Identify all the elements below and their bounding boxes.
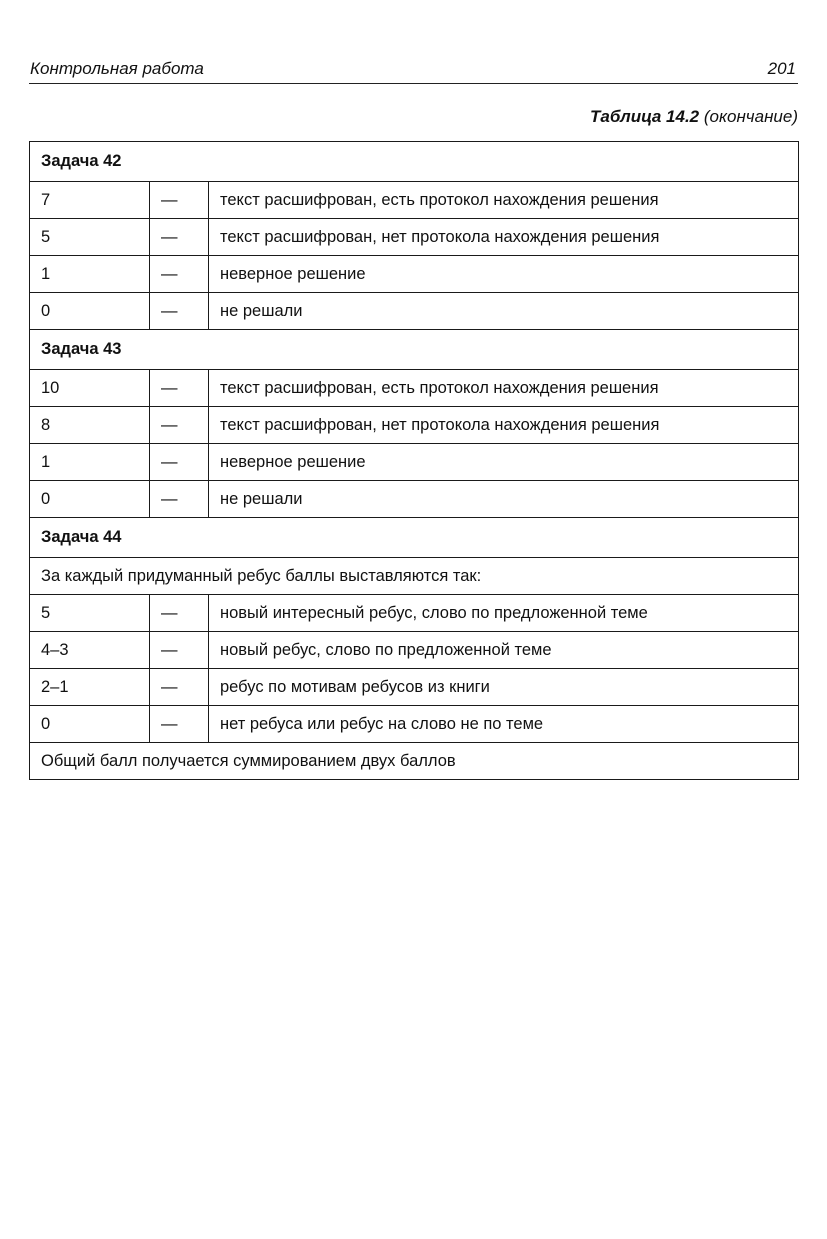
description-cell: неверное решение [209, 444, 799, 481]
dash-cell: — [150, 669, 209, 706]
score-cell: 5 [30, 219, 150, 256]
dash-cell: — [150, 219, 209, 256]
section-title: Задача 44 [30, 518, 799, 558]
section-intro: За каждый придуманный ребус баллы выставляются так: [30, 558, 799, 595]
table-caption-note: (окончание) [703, 107, 798, 126]
dash-cell: — [150, 444, 209, 481]
score-cell: 2–1 [30, 669, 150, 706]
section-title: Задача 42 [30, 142, 799, 182]
description-cell: текст расшифрован, есть протокол нахождения решения [209, 182, 799, 219]
section-footer: Общий балл получается суммированием двух баллов [30, 743, 799, 780]
running-head [29, 58, 798, 84]
dash-cell: — [150, 481, 209, 518]
score-cell: 4–3 [30, 632, 150, 669]
dash-cell: — [150, 407, 209, 444]
section-header-44 [30, 518, 799, 558]
description-cell: текст расшифрован, нет протокола нахождения решения [209, 219, 799, 256]
table-row [30, 595, 799, 632]
table-row [30, 632, 799, 669]
score-cell: 10 [30, 370, 150, 407]
description-cell: текст расшифрован, нет протокола нахождения решения [209, 407, 799, 444]
table-row [30, 481, 799, 518]
score-cell: 0 [30, 293, 150, 330]
section-header-43 [30, 330, 799, 370]
page-number: 201 [767, 59, 796, 78]
section-footer-row [30, 743, 799, 780]
description-cell: текст расшифрован, есть протокол нахождения решения [209, 370, 799, 407]
description-cell: нет ребуса или ребус на слово не по теме [209, 706, 799, 743]
table-row [30, 706, 799, 743]
score-cell: 1 [30, 444, 150, 481]
table-row [30, 182, 799, 219]
description-cell: не решали [209, 481, 799, 518]
description-cell: неверное решение [209, 256, 799, 293]
running-head-title: Контрольная работа [30, 59, 204, 78]
score-cell: 0 [30, 481, 150, 518]
dash-cell: — [150, 706, 209, 743]
dash-cell: — [150, 256, 209, 293]
description-cell: новый интересный ребус, слово по предложенной теме [209, 595, 799, 632]
score-cell: 7 [30, 182, 150, 219]
score-cell: 5 [30, 595, 150, 632]
description-cell: ребус по мотивам ребусов из книги [209, 669, 799, 706]
score-cell: 0 [30, 706, 150, 743]
table-row [30, 407, 799, 444]
table-row [30, 256, 799, 293]
dash-cell: — [150, 370, 209, 407]
table-row [30, 669, 799, 706]
score-cell: 8 [30, 407, 150, 444]
score-cell: 1 [30, 256, 150, 293]
table-row [30, 219, 799, 256]
description-cell: не решали [209, 293, 799, 330]
dash-cell: — [150, 632, 209, 669]
section-intro-row [30, 558, 799, 595]
dash-cell: — [150, 182, 209, 219]
grading-table [29, 141, 799, 780]
table-row [30, 370, 799, 407]
table-row [30, 293, 799, 330]
description-cell: новый ребус, слово по предложенной теме [209, 632, 799, 669]
dash-cell: — [150, 595, 209, 632]
table-caption [590, 107, 798, 127]
dash-cell: — [150, 293, 209, 330]
section-title: Задача 43 [30, 330, 799, 370]
table-row [30, 444, 799, 481]
section-header-42 [30, 142, 799, 182]
table-caption-label: Таблица 14.2 [590, 107, 700, 126]
